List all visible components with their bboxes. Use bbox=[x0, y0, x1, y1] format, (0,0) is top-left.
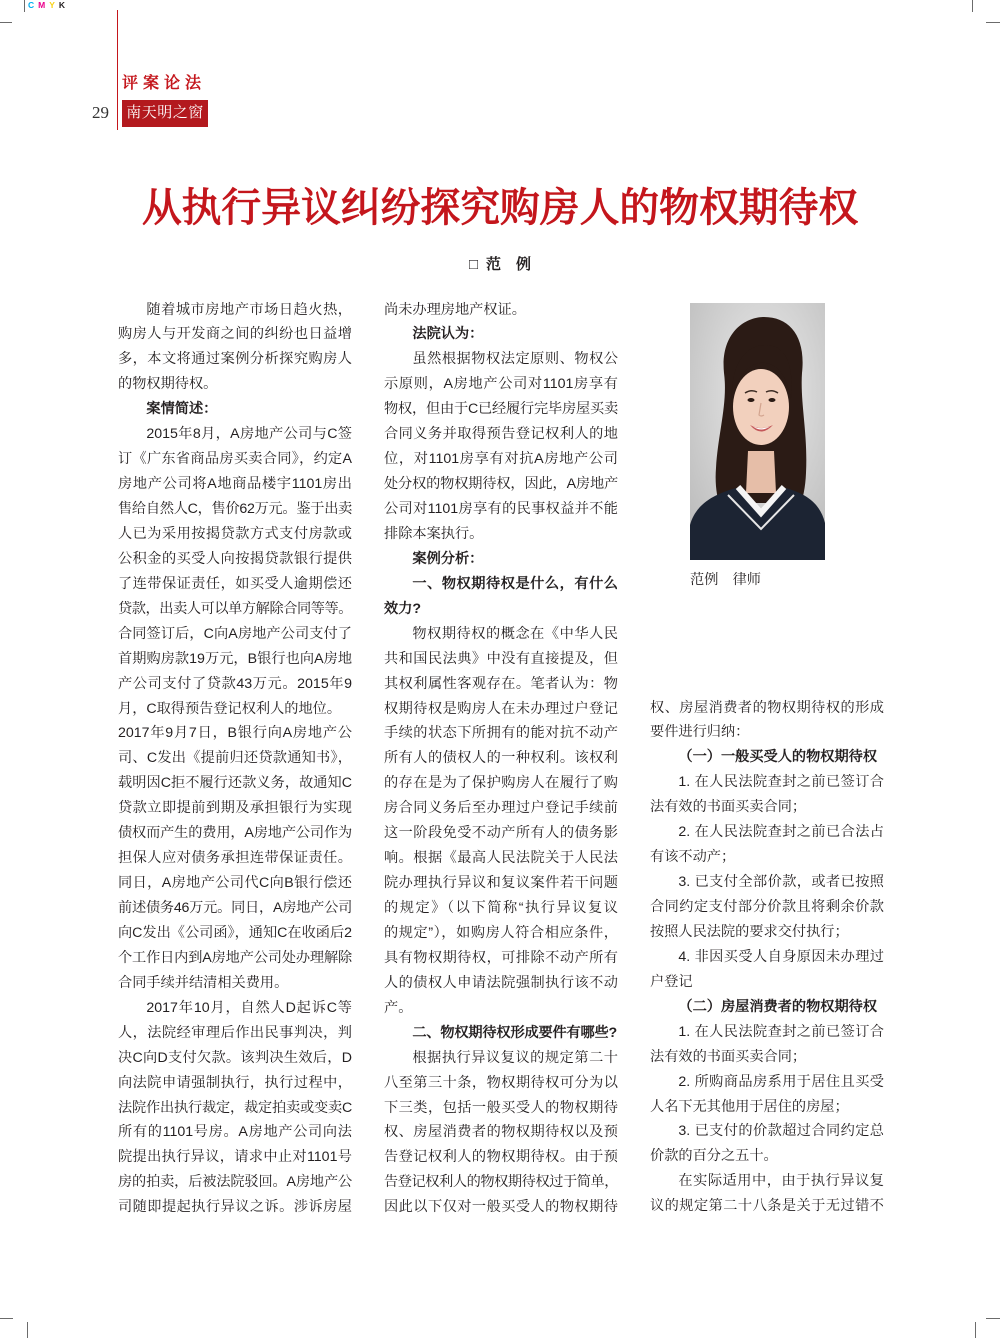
text-line: 法院认为： bbox=[412, 326, 484, 343]
text-line: 房合同义务后至办理过户登记手续前 bbox=[384, 800, 618, 817]
text-line: 购房人与开发商之间的纠纷也日益增 bbox=[118, 326, 352, 343]
paragraph bbox=[118, 996, 352, 1220]
text-line: 议的规定第二十八条是关于无过错不 bbox=[650, 1198, 884, 1215]
text-line: 3. 已支付的价款超过合同约定总 bbox=[678, 1123, 884, 1140]
text-line: 要件进行归纳： bbox=[650, 724, 750, 741]
paragraph bbox=[118, 422, 352, 721]
text-line: 随着城市房地产市场日趋火热， bbox=[146, 301, 352, 318]
paragraph bbox=[118, 298, 352, 398]
cmyk-letter-y: Y bbox=[49, 0, 55, 10]
text-line: 的存在是为了保护购房人在履行了购 bbox=[384, 775, 618, 792]
text-line: 价款的百分之五十。 bbox=[650, 1148, 778, 1165]
text-line: 院办理执行异议和复议案件若干问题 bbox=[384, 875, 618, 892]
crop-mark bbox=[972, 0, 973, 12]
text-line: 尚未办理房地产权证。 bbox=[384, 301, 526, 318]
paragraph bbox=[384, 1046, 618, 1221]
text-line: 4. 非因买受人自身原因未办理过 bbox=[678, 948, 884, 965]
paragraph bbox=[650, 770, 884, 820]
article-column-2 bbox=[384, 298, 618, 1221]
byline bbox=[0, 255, 1000, 275]
byline-marker: □ bbox=[468, 256, 479, 273]
author-name: 范 例 bbox=[486, 256, 532, 273]
text-line: 法有效的书面买卖合同； bbox=[650, 1048, 807, 1065]
section-heading bbox=[118, 397, 352, 422]
text-line: 院提出执行异议，请求中止对1101号 bbox=[118, 1149, 352, 1166]
text-line: 人已为采用按揭贷款方式支付房款或 bbox=[118, 525, 352, 542]
crop-mark bbox=[986, 22, 1000, 23]
text-line: 多，本文将通过案例分析探究购房人 bbox=[118, 351, 352, 368]
text-line: 其权利属性客观存在。笔者认为：物 bbox=[384, 675, 618, 692]
text-line: 月，C取得预告登记权利人的地位。 bbox=[118, 700, 342, 717]
text-line: 产。 bbox=[384, 999, 413, 1016]
text-line: 在实际适用中，由于执行异议复 bbox=[678, 1173, 884, 1190]
section-label-box: 南天明之窗 bbox=[122, 100, 208, 127]
text-line: 按照人民法院的要求交付执行； bbox=[650, 923, 849, 940]
text-line: 一、物权期待权是什么，有什么 bbox=[412, 575, 618, 592]
crop-mark bbox=[0, 22, 12, 23]
section-heading bbox=[384, 1021, 618, 1046]
photo-face bbox=[733, 369, 789, 445]
text-line: 1. 在人民法院查封之前已签订合 bbox=[678, 1023, 884, 1040]
paragraph bbox=[384, 298, 618, 323]
crop-mark bbox=[27, 1322, 28, 1338]
text-line: 告登记权利人的物权期待权。由于预 bbox=[384, 1149, 618, 1166]
article-title: 从执行异议纠纷探究购房人的物权期待权 bbox=[141, 186, 859, 230]
photo-eye-right bbox=[769, 398, 776, 402]
section-heading bbox=[650, 745, 884, 770]
text-line: 司、C发出《提前归还贷款通知书》， bbox=[118, 750, 352, 767]
text-line: 下三类，包括一般买受人的物权期待 bbox=[384, 1099, 618, 1116]
author-photo bbox=[690, 303, 825, 560]
text-line: 公司对1101房享有的民事权益并不能 bbox=[384, 501, 618, 517]
photo-caption: 范例 律师 bbox=[690, 572, 761, 588]
text-line: 示原则，A房地产公司对1101房享有 bbox=[384, 376, 618, 393]
paragraph bbox=[650, 945, 884, 995]
text-line: 案例分析： bbox=[412, 550, 484, 567]
text-line: 物权期待权的概念在《中华人民 bbox=[412, 625, 618, 642]
text-line: 处分权的物权期待权，因此，A房地产 bbox=[384, 476, 618, 493]
text-line: 向C发出《公司函》，通知C在收函后2 bbox=[118, 924, 352, 941]
text-line: 二、物权期待权形成要件有哪些? bbox=[412, 1024, 617, 1041]
text-line: 房地产公司将A地商品楼宇1101房出 bbox=[118, 476, 352, 493]
paragraph bbox=[650, 870, 884, 945]
text-line: 向法院申请强制执行，执行过程中， bbox=[118, 1074, 352, 1091]
text-line: 的规定”），如购房人符合相应条件， bbox=[384, 924, 618, 941]
text-line: （二）房屋消费者的物权期待权 bbox=[678, 998, 878, 1015]
photo-eye-left bbox=[748, 398, 755, 402]
text-line: 公积金的买受人向按揭贷款银行提供 bbox=[118, 550, 352, 567]
crop-mark bbox=[975, 1322, 976, 1338]
section-heading bbox=[384, 572, 618, 622]
text-line: 物权，但由于C已经履行完毕房屋买卖 bbox=[384, 401, 618, 418]
text-line: 的物权期待权。 bbox=[118, 376, 218, 393]
cmyk-color-bar bbox=[28, 0, 65, 11]
text-line: 合同签订后，C向A房地产公司支付了 bbox=[118, 625, 352, 642]
text-line: 决C向D支付欠款。该判决生效后，D bbox=[118, 1049, 352, 1066]
text-line: 同日，A房地产公司代C向B银行偿还 bbox=[118, 875, 352, 892]
section-heading bbox=[384, 547, 618, 572]
text-line: 合同义务并取得预告登记权利人的地 bbox=[384, 426, 618, 443]
text-line: 2015年8月，A房地产公司与C签 bbox=[146, 426, 352, 443]
cmyk-letter-k: K bbox=[58, 0, 66, 10]
paragraph bbox=[650, 1070, 884, 1120]
text-line: 排除本案执行。 bbox=[384, 525, 484, 542]
paragraph bbox=[650, 1169, 884, 1219]
text-line: 户登记 bbox=[650, 973, 693, 990]
text-line: 人名下无其他用于居住的房屋； bbox=[650, 1098, 849, 1115]
text-line: 首期购房款19万元，B银行也向A房地 bbox=[118, 650, 352, 667]
text-line: 根据执行异议复议的规定第二十 bbox=[412, 1049, 618, 1066]
text-line: 所有人的债权人的一种权利。该权利 bbox=[384, 750, 618, 767]
text-line: 案情简述： bbox=[146, 401, 218, 418]
column-name: 评案论法 bbox=[122, 75, 207, 92]
text-line: 因此以下仅对一般买受人的物权期待 bbox=[384, 1199, 618, 1216]
text-line: 响。根据《最高人民法院关于人民法 bbox=[384, 850, 618, 867]
paragraph bbox=[650, 820, 884, 870]
article-column-3 bbox=[650, 696, 884, 1220]
text-line: 贷款立即提前到期及承担银行为实现 bbox=[118, 800, 352, 817]
cmyk-letter-c: C bbox=[28, 0, 35, 10]
text-line: 司随即提起执行异议之诉。涉诉房屋 bbox=[118, 1199, 352, 1216]
text-line: 合同约定支付部分价款且将剩余价款 bbox=[650, 899, 884, 915]
text-line: 告登记权利人的物权期待权过于简单， bbox=[384, 1174, 618, 1191]
text-line: 担保人应对债务承担连带保证责任。 bbox=[118, 850, 352, 867]
text-line: 载明因C拒不履行还款义务，故通知C bbox=[118, 775, 352, 792]
text-line: 合同手续并结清相关费用。 bbox=[118, 974, 289, 991]
crop-mark bbox=[24, 0, 25, 12]
text-line: 虽然根据物权法定原则、物权公 bbox=[412, 351, 618, 368]
cmyk-letter-m: M bbox=[38, 0, 46, 10]
text-line: 共和国民法典》中没有直接提及，但 bbox=[384, 650, 618, 667]
text-line: 位，对1101房享有对抗A房地产公司 bbox=[384, 451, 618, 468]
text-line: 2017年10月，自然人D起诉C等 bbox=[146, 999, 352, 1016]
text-line: 了连带保证责任，如买受人逾期偿还 bbox=[118, 575, 352, 592]
text-line: 房的拍卖，后被法院驳回。A房地产公 bbox=[118, 1174, 352, 1191]
section-heading bbox=[650, 995, 884, 1020]
text-line: 所有的1101号房。A房地产公司向法 bbox=[118, 1124, 352, 1141]
paragraph bbox=[650, 1119, 884, 1169]
text-line: 人的债权人申请法院强制执行该不动 bbox=[384, 974, 618, 991]
text-line: 法有效的书面买卖合同； bbox=[650, 799, 807, 816]
paragraph bbox=[384, 622, 618, 1021]
paragraph bbox=[650, 696, 884, 746]
text-line: 前述债务46万元。同日，A房地产公司 bbox=[118, 900, 352, 916]
text-line: 债权而产生的费用，A房地产公司作为 bbox=[118, 825, 352, 842]
paragraph bbox=[384, 347, 618, 547]
page-number: 29 bbox=[92, 103, 109, 122]
text-line: 权、房屋消费者的物权期待权以及预 bbox=[384, 1124, 618, 1141]
text-line: 权、房屋消费者的物权期待权的形成 bbox=[650, 699, 884, 716]
text-line: 2. 所购商品房系用于居住且买受 bbox=[678, 1073, 884, 1090]
crop-mark bbox=[986, 1318, 1000, 1319]
text-line: 具有物权期待权，可排除不动产所有 bbox=[384, 949, 618, 966]
section-heading bbox=[384, 322, 618, 347]
crop-mark bbox=[0, 1318, 13, 1319]
text-line: 产公司支付了贷款43万元。2015年9 bbox=[118, 675, 352, 692]
text-line: 八至第三十条，物权期待权可分为以 bbox=[384, 1074, 618, 1091]
text-line: 手续的状态下所拥有的能对抗不动产 bbox=[384, 725, 618, 742]
photo-neck bbox=[746, 451, 776, 493]
header-rule bbox=[117, 10, 118, 130]
text-line: 个工作日内到A房地产公司处办理解除 bbox=[118, 949, 352, 966]
text-line: 3. 已支付全部价款，或者已按照 bbox=[678, 874, 884, 891]
text-line: 售给自然人C，售价62万元。鉴于出卖 bbox=[118, 501, 352, 517]
article-column-1 bbox=[118, 298, 352, 1221]
text-line: 2017年9月7日，B银行向A房地产公 bbox=[118, 725, 352, 742]
text-line: 1. 在人民法院查封之前已签订合 bbox=[678, 774, 884, 791]
paragraph bbox=[118, 721, 352, 995]
paragraph bbox=[650, 1020, 884, 1070]
text-line: 这一阶段免受不动产所有人的债务影 bbox=[384, 825, 618, 842]
text-line: 贷款，出卖人可以单方解除合同等等。 bbox=[118, 600, 352, 617]
text-line: 人，法院经审理后作出民事判决，判 bbox=[118, 1024, 352, 1041]
text-line: 法院作出执行裁定，裁定拍卖或变卖C bbox=[118, 1099, 352, 1116]
text-line: 有该不动产； bbox=[650, 849, 736, 866]
text-line: 2. 在人民法院查封之前已合法占 bbox=[678, 824, 884, 841]
text-line: （一）一般买受人的物权期待权 bbox=[678, 749, 878, 766]
text-line: 效力? bbox=[384, 600, 422, 617]
text-line: 的规定》（以下简称“执行异议复议 bbox=[384, 900, 618, 916]
text-line: 权期待权是购房人在未办理过户登记 bbox=[384, 700, 618, 717]
text-line: 订《广东省商品房买卖合同》，约定A bbox=[118, 451, 352, 468]
